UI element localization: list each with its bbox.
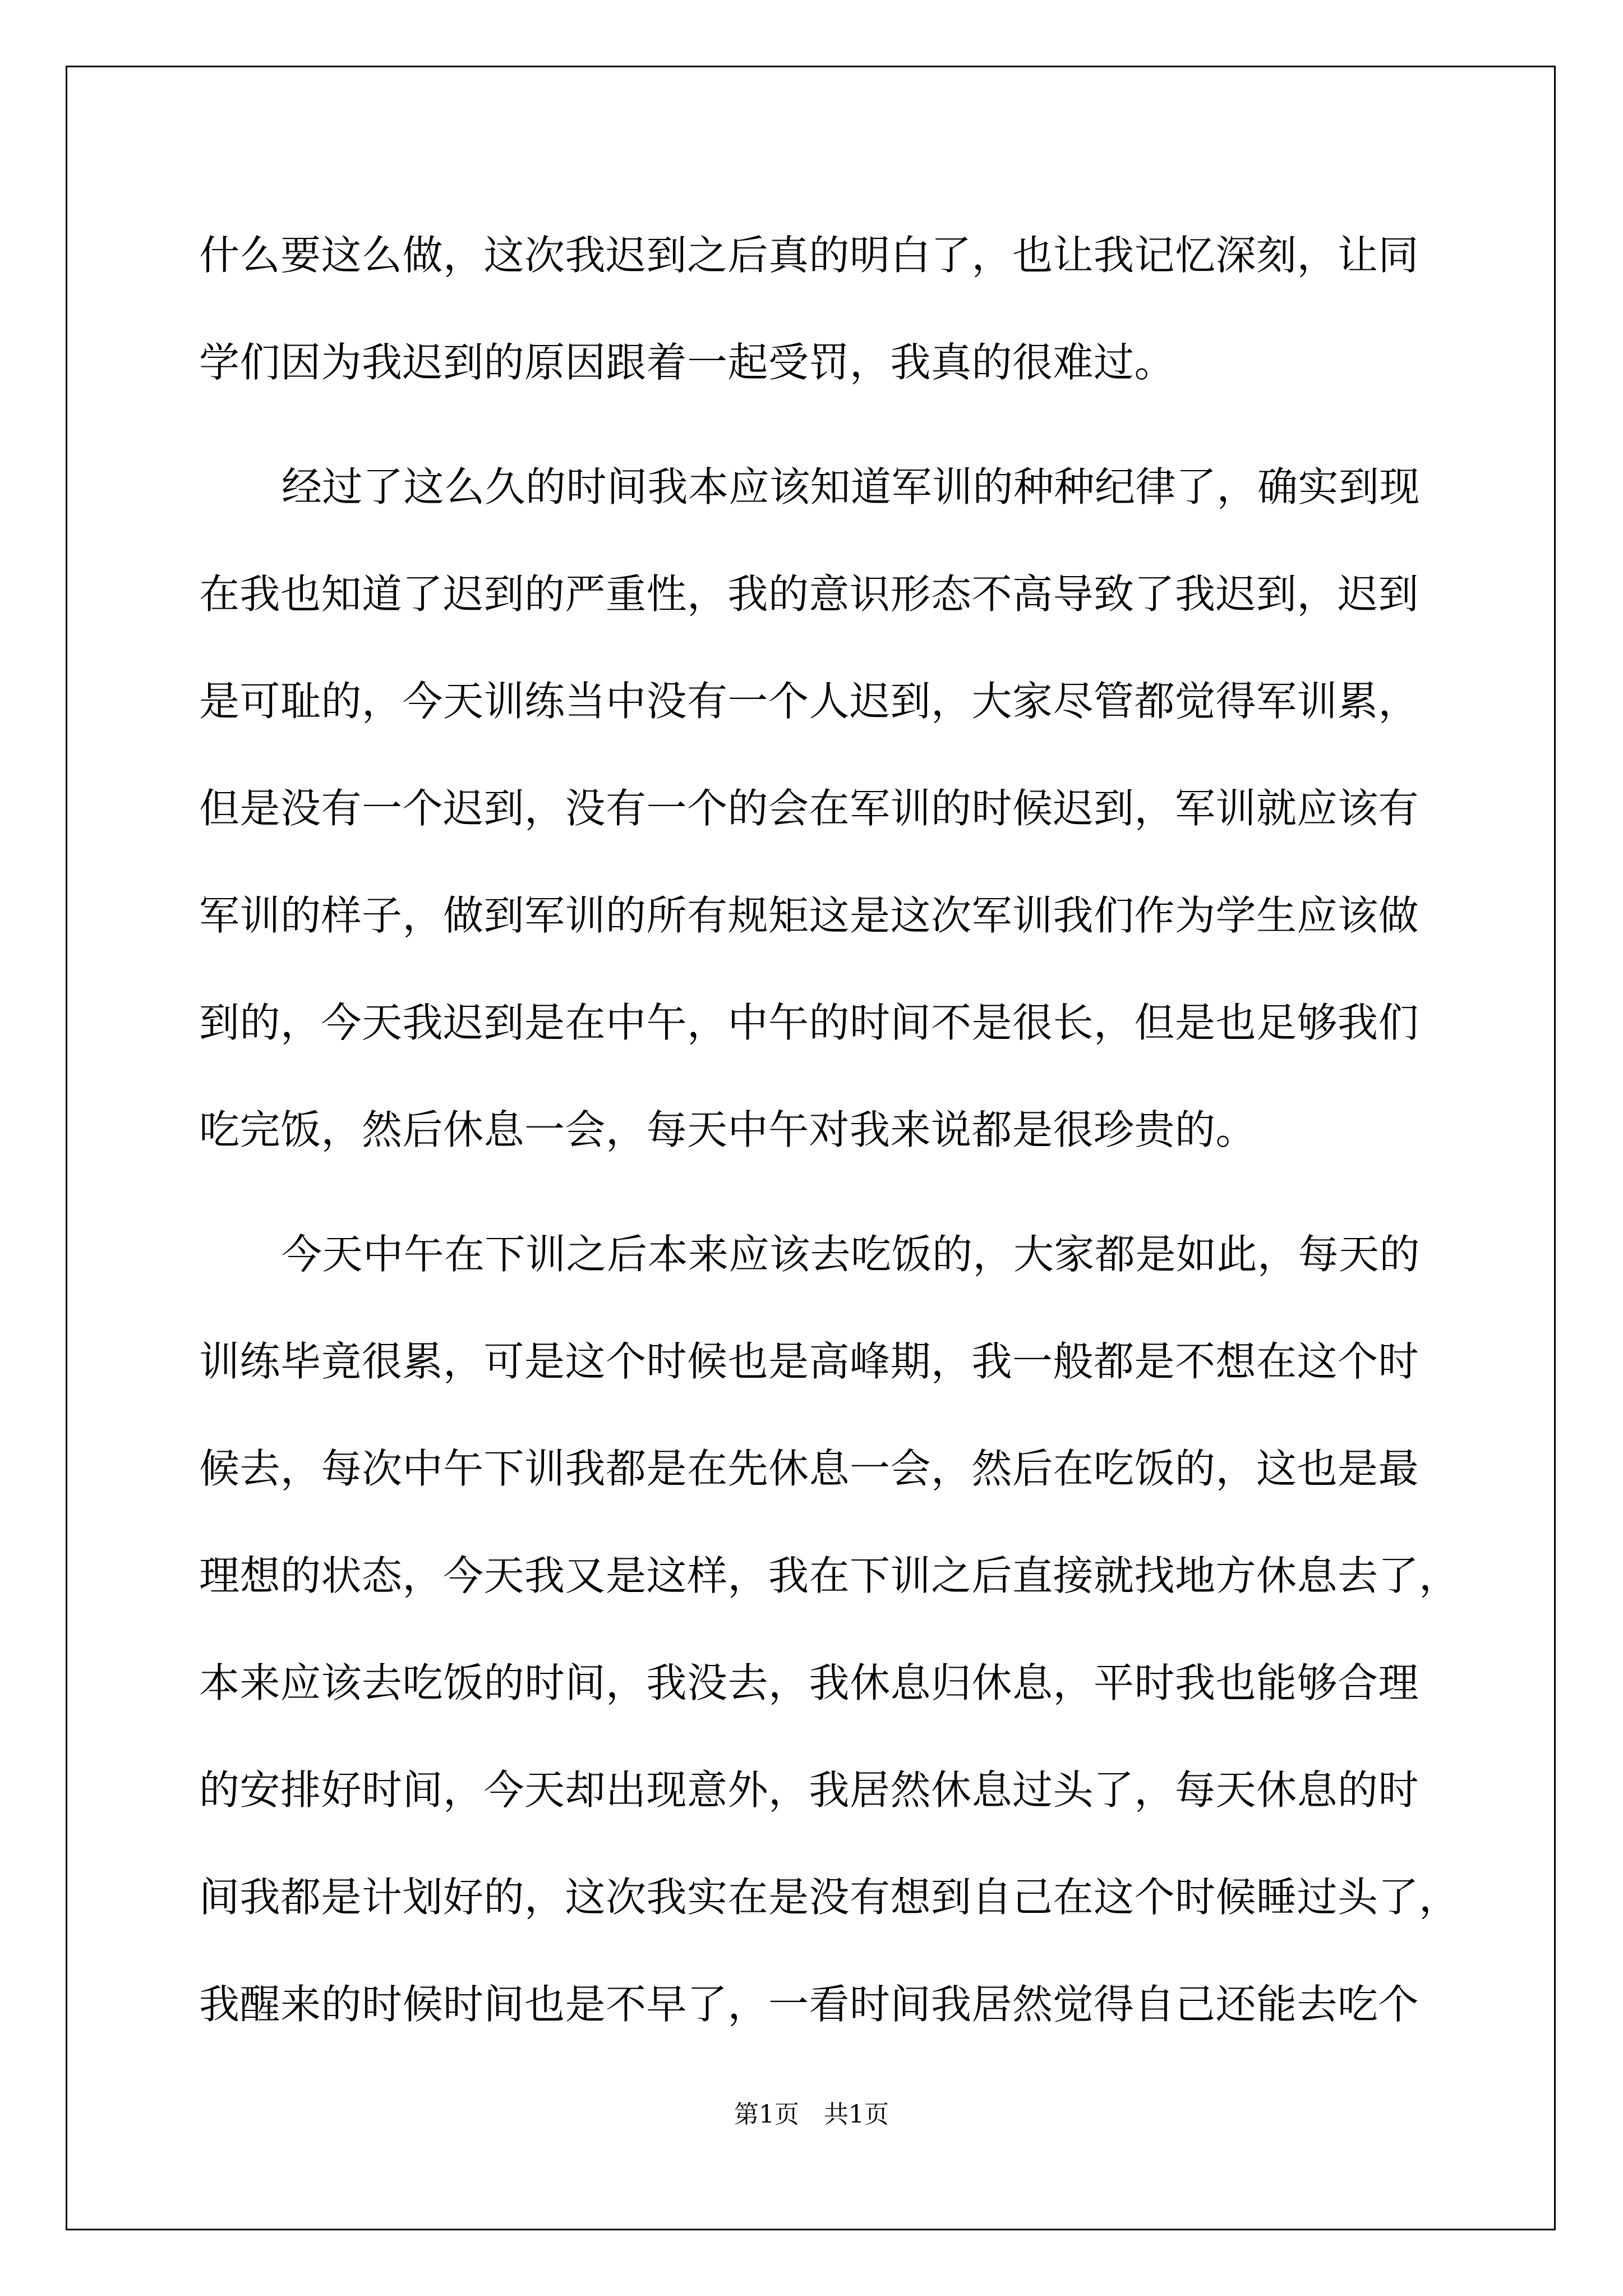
text-line: 什么要这么做，这次我迟到之后真的明白了，也让我记忆深刻，让同 bbox=[199, 232, 1419, 279]
text-line: 的安排好时间，今天却出现意外，我居然休息过头了，每天休息的时 bbox=[199, 1766, 1419, 1814]
document-body bbox=[199, 202, 1458, 2058]
text-line: 理想的状态，今天我又是这样，我在下训之后直接就找地方休息去了， bbox=[199, 1552, 1460, 1599]
text-line: 学们因为我迟到的原因跟着一起受罚，我真的很难过。 bbox=[199, 339, 1175, 386]
text-line: 吃完饭，然后休息一会，每天中午对我来说都是很珍贵的。 bbox=[199, 1106, 1257, 1153]
page-number-footer: 第1页 共1页 bbox=[734, 2100, 889, 2129]
text-line: 训练毕竟很累，可是这个时候也是高峰期，我一般都是不想在这个时 bbox=[199, 1338, 1419, 1385]
text-line: 是可耻的，今天训练当中没有一个人迟到，大家尽管都觉得军训累， bbox=[199, 678, 1419, 725]
text-line: 间我都是计划好的，这次我实在是没有想到自己在这个时候睡过头了， bbox=[199, 1874, 1460, 1921]
text-line: 在我也知道了迟到的严重性，我的意识形态不高导致了我迟到，迟到 bbox=[199, 570, 1419, 618]
text-line: 候去，每次中午下训我都是在先休息一会，然后在吃饭的，这也是最 bbox=[199, 1445, 1419, 1492]
text-line: 本来应该去吃饭的时间，我没去，我休息归休息，平时我也能够合理 bbox=[199, 1659, 1419, 1706]
text-line: 我醒来的时候时间也是不早了，一看时间我居然觉得自己还能去吃个 bbox=[199, 1981, 1419, 2028]
text-line: 今天中午在下训之后本来应该去吃饭的，大家都是如此，每天的 bbox=[282, 1231, 1421, 1278]
text-line: 军训的样子，做到军训的所有规矩这是这次军训我们作为学生应该做 bbox=[199, 892, 1419, 939]
text-line: 经过了这么久的时间我本应该知道军训的种种纪律了，确实到现 bbox=[282, 463, 1421, 510]
text-line: 到的，今天我迟到是在中午，中午的时间不是很长，但是也足够我们 bbox=[199, 999, 1419, 1046]
text-line: 但是没有一个迟到，没有一个的会在军训的时候迟到，军训就应该有 bbox=[199, 785, 1419, 832]
